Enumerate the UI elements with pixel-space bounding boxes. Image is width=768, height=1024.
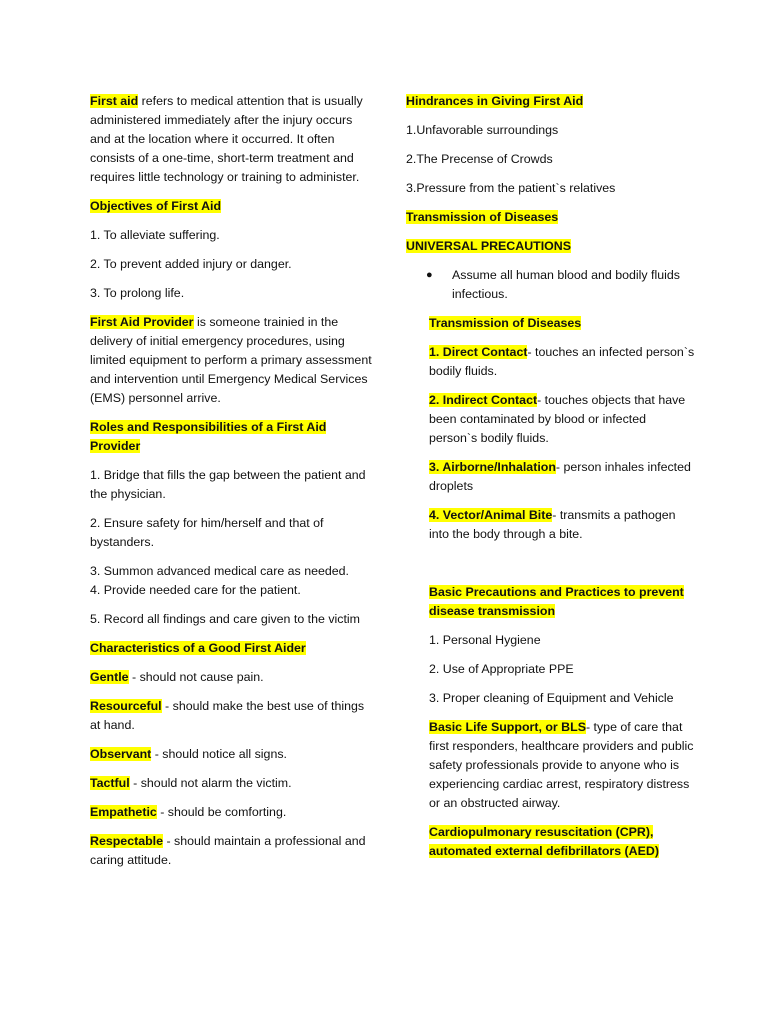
- role-item: 2. Ensure safety for him/herself and that of bystanders.: [90, 516, 324, 549]
- characteristic-item: Empathetic - should be comforting.: [90, 805, 287, 819]
- bls-definition: Basic Life Support, or BLS- type of care that first responders, healthcare providers and public safety professionals provide to anyone who is experiencing cardiac arrest, respiratory distress or an obstructed airway.: [429, 720, 694, 810]
- first-aid-definition: First aid refers to medical attention that is usually administered immediately after the injury occurs and at the location where it occurred. It often consists of a one-time, short-term treatment and requires little technology or training to administer.: [90, 94, 363, 184]
- universal-precautions-heading: UNIVERSAL PRECAUTIONS: [406, 239, 571, 253]
- transmission-modes-section: [406, 314, 696, 861]
- hindrance-item: 3.Pressure from the patient`s relatives: [406, 181, 616, 195]
- right-column: [406, 92, 696, 871]
- characteristic-item: Respectable - should maintain a professional and caring attitude.: [90, 834, 366, 867]
- basic-precautions-heading: Basic Precautions and Practices to prevent disease transmission: [429, 585, 684, 618]
- basic-precaution-item: 2. Use of Appropriate PPE: [429, 662, 574, 676]
- first-aid-term: First aid: [90, 94, 139, 108]
- characteristic-item: Tactful - should not alarm the victim.: [90, 776, 292, 790]
- roles-heading: Roles and Responsibilities of a First Aid Provider: [90, 420, 327, 453]
- characteristic-item: Resourceful - should make the best use of things at hand.: [90, 699, 365, 732]
- basic-precaution-item: 3. Proper cleaning of Equipment and Vehicle: [429, 691, 674, 705]
- role-item: 1. Bridge that fills the gap between the patient and the physician.: [90, 468, 366, 501]
- provider-definition: First Aid Provider is someone trainied in the delivery of initial emergency procedures, using limited equipment to perform a primary assessment and intervention until Emergency Medical Services (EMS) personnel arrive.: [90, 315, 372, 405]
- objective-item: 1. To alleviate suffering.: [90, 228, 220, 242]
- universal-precaution-bullet: ● Assume all human blood and bodily fluids infectious.: [426, 268, 680, 301]
- bullet-icon: ●: [426, 269, 433, 281]
- transmission-mode-item: 1. Direct Contact- touches an infected person`s bodily fluids.: [429, 345, 695, 378]
- role-item: 5. Record all findings and care given to the victim: [90, 612, 360, 626]
- objectives-heading: Objectives of First Aid: [90, 199, 222, 213]
- objective-item: 3. To prolong life.: [90, 286, 185, 300]
- objective-item: 2. To prevent added injury or danger.: [90, 257, 292, 271]
- transmission-subheading: Transmission of Diseases: [429, 316, 582, 330]
- characteristic-item: Gentle - should not cause pain.: [90, 670, 264, 684]
- transmission-heading: Transmission of Diseases: [406, 210, 559, 224]
- hindrance-item: 1.Unfavorable surroundings: [406, 123, 559, 137]
- basic-precaution-item: 1. Personal Hygiene: [429, 633, 541, 647]
- characteristic-item: Observant - should notice all signs.: [90, 747, 287, 761]
- transmission-mode-item: 2. Indirect Contact- touches objects that have been contaminated by blood or infected person`s bodily fluids.: [429, 393, 686, 445]
- cpr-aed-heading: Cardiopulmonary resuscitation (CPR), automated external defibrillators (AED): [429, 825, 659, 858]
- characteristics-heading: Characteristics of a Good First Aider: [90, 641, 306, 655]
- left-column: [90, 92, 372, 880]
- hindrances-heading: Hindrances in Giving First Aid: [406, 94, 584, 108]
- transmission-mode-item: 4. Vector/Animal Bite- transmits a pathogen into the body through a bite.: [429, 508, 676, 541]
- spacer: [429, 554, 696, 583]
- role-item: 3. Summon advanced medical care as needed. 4. Provide needed care for the patient.: [90, 564, 349, 597]
- transmission-mode-item: 3. Airborne/Inhalation- person inhales infected droplets: [429, 460, 691, 493]
- hindrance-item: 2.The Precense of Crowds: [406, 152, 553, 166]
